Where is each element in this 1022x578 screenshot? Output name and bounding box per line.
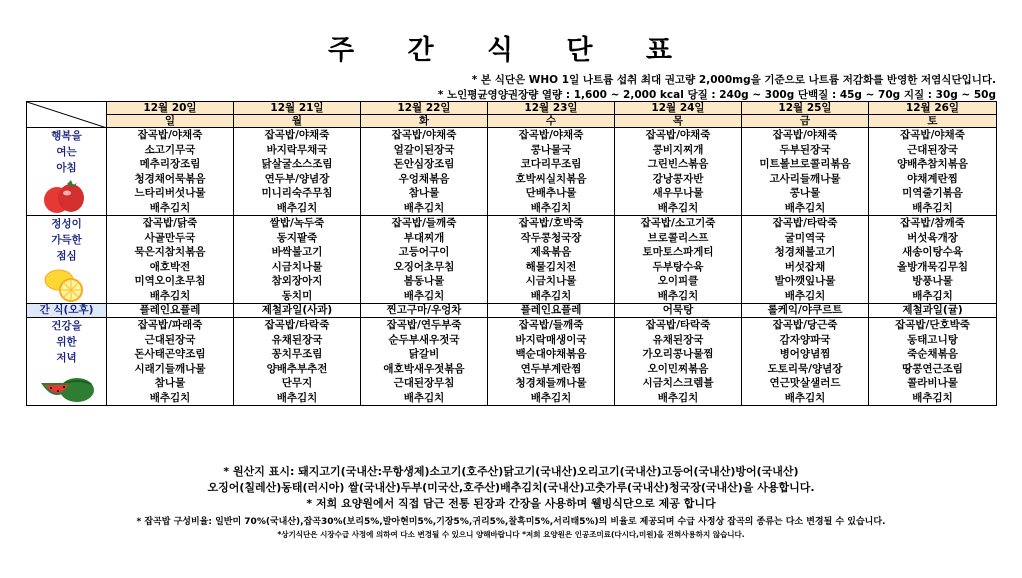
dinner-row [27,318,997,333]
menu-item: 바지락무채국 [234,143,361,158]
snack-item: 찐고구마/우엉차 [361,304,488,318]
menu-item: 배추김치 [488,289,615,304]
menu-item: 단무지 [234,376,361,391]
menu-item: 잡곡밥/연두부죽 [361,318,488,333]
date-cell: 12월 22일 [361,102,488,115]
menu-item: 양배추참치볶음 [869,157,997,172]
weekday-row [27,115,997,128]
menu-item: 근대된장국 [107,333,234,348]
menu-item: 돈사태곤약조림 [107,347,234,362]
menu-item: 동태고니탕 [869,333,997,348]
menu-item: 연두부/양념장 [234,172,361,187]
menu-item: 닭살굴소스조림 [234,157,361,172]
menu-item: 잡곡밥/야채죽 [361,128,488,143]
menu-item: 메추리장조림 [107,157,234,172]
menu-item: 근대된장무침 [361,376,488,391]
menu-item: 청경채불고기 [742,245,869,260]
menu-item: 잡곡밥/타락죽 [615,318,742,333]
menu-item: 잡곡밥/야채죽 [234,128,361,143]
menu-item: 감자양파국 [742,333,869,348]
menu-item: 부대찌개 [361,231,488,246]
snack-row [27,304,997,318]
menu-item: 두부탕수육 [615,260,742,275]
menu-item: 올방개묵김무침 [869,260,997,275]
lunch-row [27,245,997,260]
menu-item: 죽순채볶음 [869,347,997,362]
menu-item: 배추김치 [361,289,488,304]
menu-item: 동지팥죽 [234,231,361,246]
lunch-row [27,260,997,275]
menu-item: 잡곡밥/들깨죽 [488,318,615,333]
menu-item: 참나물 [361,186,488,201]
menu-item: 미니리숙주무침 [234,186,361,201]
menu-item: 배추김치 [234,391,361,406]
menu-item: 미트볼브로콜리볶음 [742,157,869,172]
menu-item: 버섯잡채 [742,260,869,275]
lunch-label-line: 정성이 [51,218,82,230]
weekday-cell: 화 [361,115,488,128]
menu-item: 배추김치 [361,201,488,216]
menu-item: 백순대야채볶음 [488,347,615,362]
snack-item: 어묵탕 [615,304,742,318]
sodium-note: * 본 식단은 WHO 1일 나트륨 섭취 최대 권고량 2,000mg을 기준으로 나트륨 저감화를 반영한 저염식단입니다. [471,74,996,86]
menu-item: 순두부새우젓국 [361,333,488,348]
date-cell: 12월 26일 [869,102,997,115]
menu-item: 배추김치 [869,391,997,406]
breakfast-row [27,201,997,216]
menu-item: 청경채들깨나물 [488,376,615,391]
menu-item: 야채계란찜 [869,172,997,187]
menu-item: 유채된장국 [615,333,742,348]
menu-item: 잡곡밥/파래죽 [107,318,234,333]
menu-item: 우엉채볶음 [361,172,488,187]
menu-item: 콩비지찌개 [615,143,742,158]
lunch-label [27,216,107,304]
menu-item: 잡곡밥/소고기죽 [615,216,742,231]
menu-item: 시래기들깨나물 [107,362,234,377]
menu-item: 소고기무국 [107,143,234,158]
menu-item: 잡곡밥/타락죽 [742,216,869,231]
menu-item: 배추김치 [615,201,742,216]
menu-item: 버섯육개장 [869,231,997,246]
menu-item: 해물김치전 [488,260,615,275]
watermelon-icon [41,374,95,406]
menu-item: 오징어초무침 [361,260,488,275]
dinner-label-line: 저녁 [56,352,77,364]
menu-item: 오이민찌볶음 [615,362,742,377]
breakfast-label-line: 여는 [56,146,77,158]
menu-item: 잡곡밥/단호박죽 [869,318,997,333]
menu-item: 참나물 [107,376,234,391]
dinner-row [27,376,997,391]
date-cell: 12월 23일 [488,102,615,115]
menu-item: 시금치나물 [234,260,361,275]
weekday-cell: 일 [107,115,234,128]
dinner-row [27,391,997,406]
breakfast-label [27,128,107,216]
lunch-label-line: 점심 [56,250,77,262]
menu-item: 잡곡밥/타락죽 [234,318,361,333]
menu-item: 청경채어묵볶음 [107,172,234,187]
menu-item: 가오리콩나물찜 [615,347,742,362]
menu-item: 느타리버섯나물 [107,186,234,201]
nutrition-note: * 노인평균영양권장량 열량 : 1,600 ~ 2,000 kcal 당질 : 240g ~ 300g 단백질 : 45g ~ 70g 지질 : 30g ~ 50g [437,89,996,101]
weekday-cell: 수 [488,115,615,128]
grain-note: * 잡곡밥 구성비율: 일반미 70%(국내산),잡곡30%(보리5%,발아현미5%,기장5%,귀리5%,찰흑미5%,서리태5%)의 비율로 제공되며 수급 사정상 잡곡의 종류는 다소 변경될 수 있습니다. [136,517,886,527]
date-cell: 12월 24일 [615,102,742,115]
menu-item: 콩나물 [742,186,869,201]
menu-item: 배추김치 [869,201,997,216]
dinner-row [27,347,997,362]
menu-item: 배추김치 [234,201,361,216]
breakfast-row [27,172,997,187]
date-cell: 12월 21일 [234,102,361,115]
sauce-note: * 저희 요양원에서 직접 담근 전통 된장과 간장을 사용하며 웰빙식단으로 제공 합니다 [306,497,716,510]
menu-item: 작두콩청국장 [488,231,615,246]
menu-item: 땅콩연근조림 [869,362,997,377]
menu-item: 애호박새우젓볶음 [361,362,488,377]
menu-item: 꽁치무조림 [234,347,361,362]
menu-item: 양배추부추전 [234,362,361,377]
dinner-label [27,318,107,406]
dinner-label-line: 건강을 [51,320,82,332]
menu-item: 돈안심장조림 [361,157,488,172]
menu-item: 병어양념찜 [742,347,869,362]
menu-item: 묵은지참치볶음 [107,245,234,260]
snack-label: 간 식(오후) [27,304,107,318]
menu-item: 잡곡밥/야채죽 [869,128,997,143]
menu-item: 고사리들깨나물 [742,172,869,187]
menu-item: 시금치스크렘블 [615,376,742,391]
menu-item: 잡곡밥/야채죽 [615,128,742,143]
menu-item: 배추김치 [488,391,615,406]
menu-item: 쌀밥/녹두죽 [234,216,361,231]
weekday-cell: 월 [234,115,361,128]
menu-item: 굴미역국 [742,231,869,246]
dinner-label-line: 위한 [56,336,77,348]
menu-item: 연두부계란찜 [488,362,615,377]
menu-item: 참외장아지 [234,274,361,289]
dinner-row [27,362,997,377]
menu-item: 배추김치 [107,391,234,406]
dinner-row [27,333,997,348]
date-cell: 12월 25일 [742,102,869,115]
breakfast-label-line: 행복을 [51,130,82,142]
origin-note-cont: 오징어(칠레산)동태(러시아) 쌀(국내산)두부(미국산,호주산)배추김치(국내산)고춧가루(국내산)청국장(국내산)을 사용합니다. [207,481,815,494]
menu-item: 잡곡밥/당근죽 [742,318,869,333]
menu-item: 새우무나물 [615,186,742,201]
menu-item: 연근맛살샐러드 [742,376,869,391]
page-title: 주 간 식 단 표 [327,35,694,66]
date-row [27,102,997,115]
menu-item: 바지락매생이국 [488,333,615,348]
snack-item: 제철과일(사과) [234,304,361,318]
weekday-cell: 금 [742,115,869,128]
menu-item: 배추김치 [615,391,742,406]
snack-item: 플레인요플레 [488,304,615,318]
menu-item: 동치미 [234,289,361,304]
menu-item: 새송이탕수육 [869,245,997,260]
menu-item: 콩나물국 [488,143,615,158]
lunch-label-line: 가득한 [51,234,82,246]
menu-item: 잡곡밥/야채죽 [488,128,615,143]
lunch-section [27,216,997,304]
menu-item: 고등어구이 [361,245,488,260]
menu-item: 잡곡밥/호박죽 [488,216,615,231]
menu-item: 미역줄기볶음 [869,186,997,201]
snack-item: 플레인요플레 [107,304,234,318]
breakfast-row [27,186,997,201]
tomato-icon [41,176,87,216]
lemon-icon [41,264,87,304]
breakfast-row [27,128,997,143]
menu-item: 호박씨실치볶음 [488,172,615,187]
menu-item: 단배추나물 [488,186,615,201]
menu-item: 발아깻잎나물 [742,274,869,289]
menu-item: 배추김치 [107,289,234,304]
breakfast-label-line: 아침 [56,162,77,174]
menu-item: 브로콜리스프 [615,231,742,246]
menu-item: 봄동나물 [361,274,488,289]
menu-item: 토마토스파게티 [615,245,742,260]
menu-item: 오이피클 [615,274,742,289]
menu-item: 제육볶음 [488,245,615,260]
menu-item: 강낭콩자반 [615,172,742,187]
menu-item: 잡곡밥/참깨죽 [869,216,997,231]
menu-item: 배추김치 [615,289,742,304]
menu-item: 잡곡밥/들깨죽 [361,216,488,231]
snack-item: 제철과일(귤) [869,304,997,318]
menu-item: 시금치나물 [488,274,615,289]
menu-item: 미역오이초무침 [107,274,234,289]
date-cell: 12월 20일 [107,102,234,115]
breakfast-section [27,128,997,216]
menu-item: 닭갈비 [361,347,488,362]
menu-item: 잡곡밥/야채죽 [107,128,234,143]
menu-item: 배추김치 [869,289,997,304]
weekly-menu-table [26,101,997,406]
menu-item: 배추김치 [742,391,869,406]
menu-item: 배추김치 [361,391,488,406]
dinner-section [27,318,997,406]
menu-item: 바싹불고기 [234,245,361,260]
menu-item: 사골만두국 [107,231,234,246]
menu-item: 방풍나물 [869,274,997,289]
menu-item: 두부된장국 [742,143,869,158]
menu-item: 코다리무조림 [488,157,615,172]
origin-note: * 원산지 표시: 돼지고기(국내산:무항생제)소고기(호주산)닭고기(국내산)오리고기(국내산)고등어(국내산)방어(국내산) [223,465,799,478]
weekday-cell: 목 [615,115,742,128]
menu-item: 도토리묵/양념장 [742,362,869,377]
menu-item: 배추김치 [488,201,615,216]
menu-item: 애호박전 [107,260,234,275]
lunch-row [27,274,997,289]
lunch-row [27,231,997,246]
menu-item: 잡곡밥/야채죽 [742,128,869,143]
corner-cell [27,102,107,128]
menu-item: 배추김치 [742,289,869,304]
weekday-cell: 토 [869,115,997,128]
menu-item: 근대된장국 [869,143,997,158]
disclaimer-note: *상기식단은 시장수급 사정에 의하여 다소 변경될 수 있으니 양해바랍니다 *저희 요양원은 인공조미료(다시다,미원)을 전혀사용하지 않습니다. [277,530,745,539]
menu-item: 콜라비나물 [869,376,997,391]
lunch-row [27,216,997,231]
breakfast-row [27,157,997,172]
menu-item: 유채된장국 [234,333,361,348]
menu-item: 배추김치 [107,201,234,216]
menu-item: 그린빈스볶음 [615,157,742,172]
menu-item: 잡곡밥/닭죽 [107,216,234,231]
breakfast-row [27,143,997,158]
snack-item: 롤케익/야쿠르트 [742,304,869,318]
menu-item: 얼갈이된장국 [361,143,488,158]
diagonal-line [27,102,107,128]
lunch-row [27,289,997,304]
menu-item: 배추김치 [742,201,869,216]
